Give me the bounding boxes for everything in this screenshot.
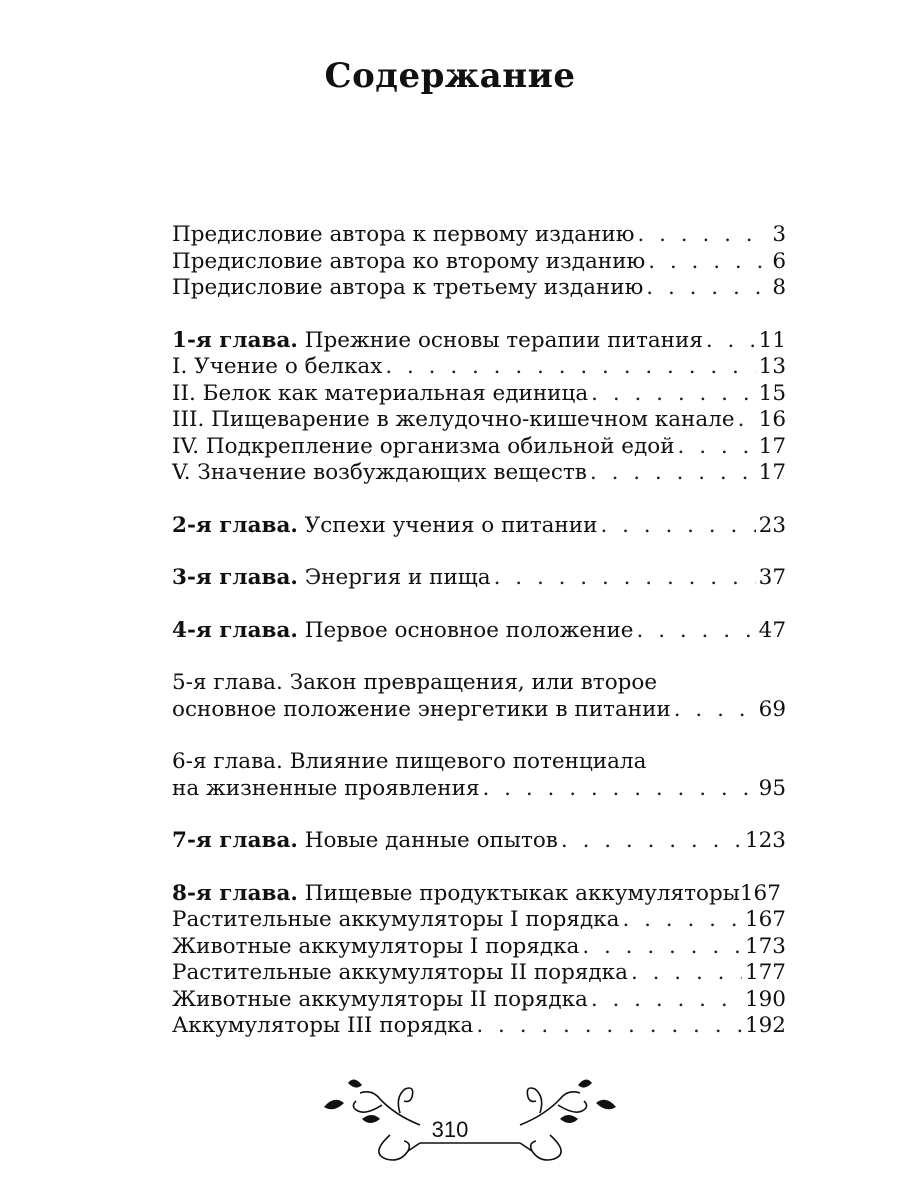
chapter-8-group <box>172 881 786 1040</box>
chapter-1-group <box>172 328 786 487</box>
page-number: 310 <box>431 1117 469 1142</box>
toc-entry[interactable]: Растительные аккумуляторы II порядка . . . 177 <box>172 960 786 987</box>
toc-entry[interactable]: Предисловие автора к первому изданию . . . 3 <box>172 222 786 249</box>
chapter-7-group <box>172 828 786 855</box>
toc-entry[interactable]: IV. Подкрепление организма обильной едой . . . 17 <box>172 434 786 461</box>
toc-entry[interactable]: Животные аккумуляторы I порядка . . . 173 <box>172 934 786 961</box>
toc-entry[interactable]: Животные аккумуляторы II порядка . . . 190 <box>172 987 786 1014</box>
toc-chapter-2[interactable]: 2-я глава. Успехи учения о питании . . . 23 <box>172 513 786 540</box>
toc-entry[interactable]: Аккумуляторы III порядка . . . 192 <box>172 1013 786 1040</box>
toc-entry[interactable]: III. Пищеварение в желудочно-кишечном канале . . . 16 <box>172 407 786 434</box>
chapter-2-group <box>172 513 786 540</box>
page-title: Содержание <box>324 56 576 96</box>
chapter-6-group <box>172 749 786 802</box>
toc-chapter-7[interactable]: 7-я глава. Новые данные опытов . . . 123 <box>172 828 786 855</box>
toc-entry[interactable]: I. Учение о белках . . . 13 <box>172 354 786 381</box>
toc-chapter-1[interactable]: 1-я глава. Прежние основы терапии питания . . . 11 <box>172 328 786 355</box>
table-of-contents <box>172 222 786 1066</box>
toc-chapter-5[interactable]: 5-я глава. Закон превращения, или второе <box>172 670 658 695</box>
toc-entry[interactable]: V. Значение возбуждающих веществ . . . 17 <box>172 460 786 487</box>
toc-entry[interactable]: II. Белок как материальная единица . . . 15 <box>172 381 786 408</box>
chapter-3-group <box>172 565 786 592</box>
toc-chapter-8[interactable]: 8-я глава. Пищевые продуктыкак аккумуляторы 167 <box>172 880 781 906</box>
toc-entry[interactable]: Растительные аккумуляторы I порядка . . . 167 <box>172 907 786 934</box>
toc-chapter-4[interactable]: 4-я глава. Первое основное положение . . . 47 <box>172 618 786 645</box>
chapter-4-group <box>172 618 786 645</box>
toc-chapter-3[interactable]: 3-я глава. Энергия и пища . . . 37 <box>172 565 786 592</box>
chapter-5-group <box>172 670 786 723</box>
prefaces-group <box>172 222 786 302</box>
toc-entry[interactable]: Предисловие автора ко второму изданию . . . 6 <box>172 249 786 276</box>
toc-chapter-6-cont[interactable]: на жизненные проявления . . . 95 <box>172 776 786 803</box>
toc-chapter-6[interactable]: 6-я глава. Влияние пищевого потенциала <box>172 749 647 774</box>
toc-chapter-5-cont[interactable]: основное положение энергетики в питании . . . 69 <box>172 697 786 724</box>
toc-entry[interactable]: Предисловие автора к третьему изданию . . . 8 <box>172 275 786 302</box>
